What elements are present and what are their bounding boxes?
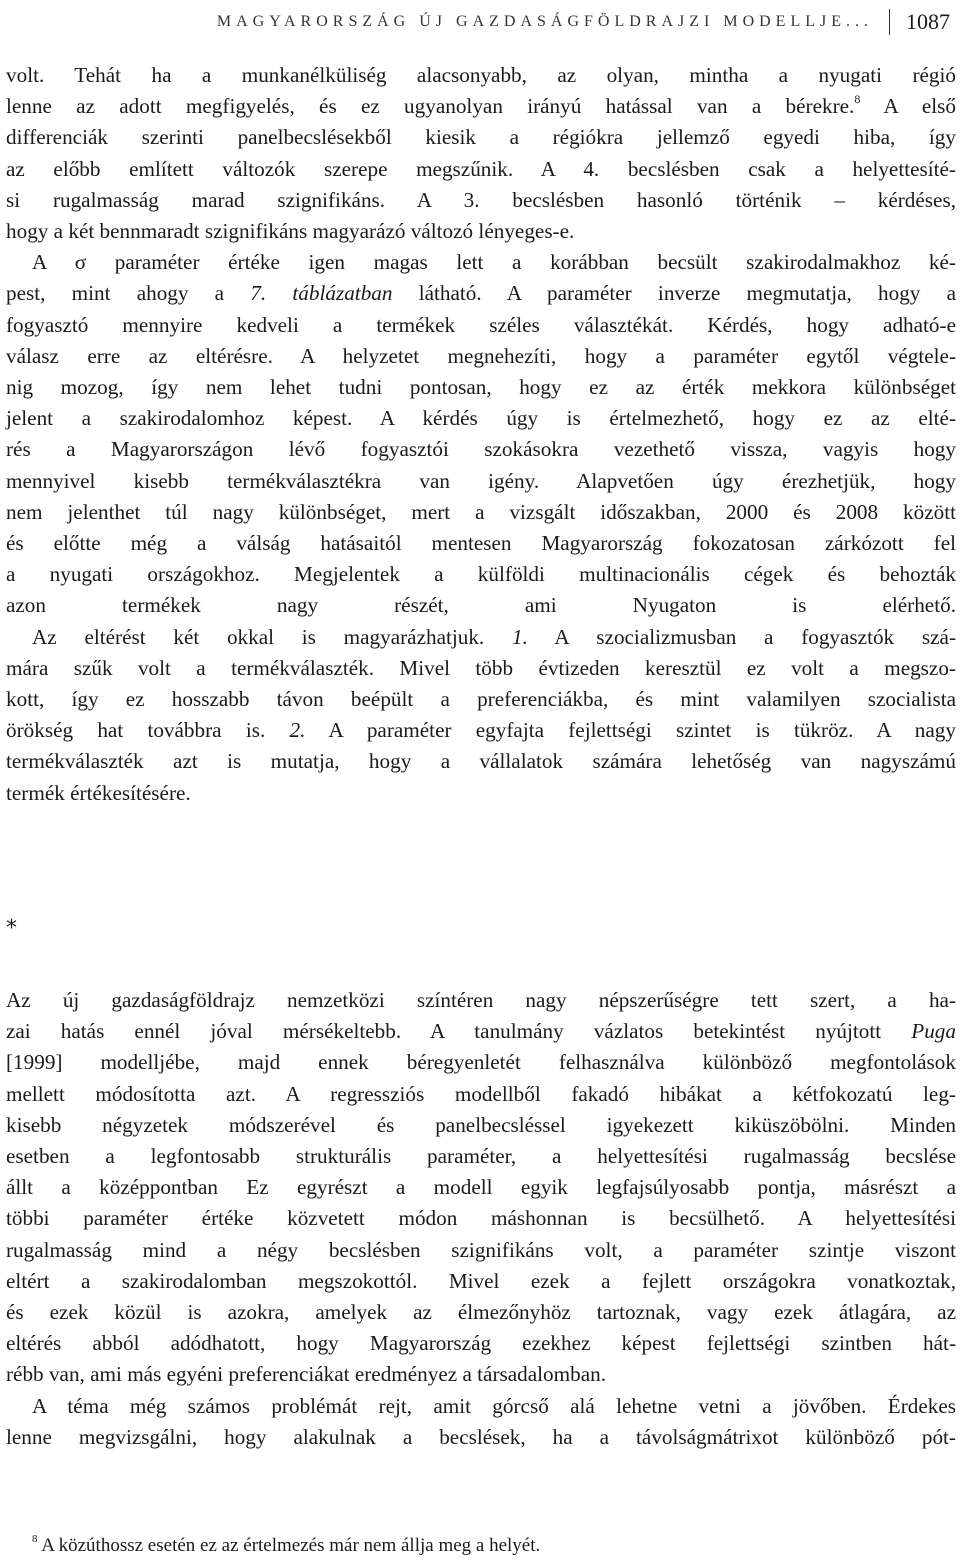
text-line: eltérés abból adódhatott, hogy Magyarország ezekhez képest fejlettségi szintben hát- xyxy=(6,1331,956,1356)
text-span: A paraméter egyfajta fejlettségi szintet is tükröz. A nagy xyxy=(305,718,956,743)
text-line: eltért a szakirodalomban megszokottól. Mivel ezek a fejlett országokra vonatkoztak, xyxy=(6,1268,956,1293)
text-span: Az eltérést két okkal is magyarázhatjuk. xyxy=(32,624,512,649)
text-line: rugalmasság mind a négy becslésben szignifikáns volt, a paraméter szintje viszont xyxy=(6,1237,956,1262)
text-span: látható. A paraméter inverze megmutatja, hogy a xyxy=(392,281,956,306)
text-line: és ezek közül is azokra, amelyek az élmezőnyhöz tartoznak, vagy ezek átlagára, az xyxy=(6,1300,956,1325)
text-line: A σ paraméter értéke igen magas lett a korábban becsült szakirodalmakhoz ké- xyxy=(32,250,956,275)
text-span: pest, mint ahogy a xyxy=(6,281,251,306)
section-separator: * xyxy=(6,916,17,941)
text-line: esetben a legfontosabb strukturális paraméter, a helyettesítési rugalmasság becslése xyxy=(6,1144,956,1169)
text-line: mennyivel kisebb termékválasztékra van igény. Alapvetően úgy érezhetjük, hogy xyxy=(6,468,956,493)
table-reference: 7. táblázatban xyxy=(250,281,393,306)
conclusion xyxy=(6,985,956,1453)
text-line: jelent a szakirodalomhoz képest. A kérdés úgy is értelmezhető, hogy ez az elté- xyxy=(6,406,956,431)
text-line: többi paraméter értéke közvetett módon máshonnan is becsülhető. A helyettesítési xyxy=(6,1206,956,1231)
reason-number: 1. xyxy=(511,624,528,649)
text-line: és előtte még a válság hatásaitól mentesen Magyarország fokozatosan zárkózott fel xyxy=(6,531,956,556)
text-line: nig mozog, így nem lehet tudni pontosan, hogy ez az érték mekkora különbséget xyxy=(6,375,956,400)
text-line: termékválaszték azt is mutatja, hogy a vállalatok számára lehetőség van nagyszámú xyxy=(6,749,956,774)
footnote xyxy=(32,1534,932,1558)
text-line: [1999] modelljébe, majd ennek béregyenletét felhasználva különböző megfontolások xyxy=(6,1050,956,1075)
reason-number: 2. xyxy=(289,718,306,743)
text-line: mellett módosította azt. A regressziós modellből fakadó hibákat a kétfokozatú leg- xyxy=(6,1081,956,1106)
text-line: az előbb említett változók szerepe megszűnik. A 4. becslésben csak a helyettesíté- xyxy=(6,156,956,181)
footnote-number: 8 xyxy=(32,1533,38,1545)
text-line: A téma még számos problémát rejt, amit górcső alá lehetne vetni a jövőben. Érdekes xyxy=(32,1393,956,1418)
page-number: 1087 xyxy=(906,9,950,34)
text-span: lenne az adott megfigyelés, és ez ugyanolyan irányú hatással van a bérekre. xyxy=(6,94,855,119)
text-line: differenciák szerinti panelbecslésekből kiesik a régiókra jellemző egyedi hiba, így xyxy=(6,125,956,150)
running-head xyxy=(134,6,950,38)
header-divider xyxy=(889,9,890,35)
text-line: kott, így ez hosszabb távon beépült a preferenciákba, és mint valamilyen szocialista xyxy=(6,687,956,712)
text-line xyxy=(6,91,956,122)
text-line: hogy a két bennmaradt szignifikáns magyarázó változó lényeges-e. xyxy=(6,219,575,244)
results-discussion xyxy=(6,60,956,809)
text-line: kisebb négyzetek módszerével és panelbecsléssel igyekezett kiküszöbölni. Minden xyxy=(6,1112,956,1137)
text-line xyxy=(6,1016,956,1047)
text-line: állt a középpontban Ez egyrészt a modell egyik legfajsúlyosabb pontja, másrészt a xyxy=(6,1175,956,1200)
text-line: azon termékek nagy részét, ami Nyugaton is elérhető. xyxy=(6,593,956,618)
text-span: A első xyxy=(860,94,956,119)
footnote-marker: 8 xyxy=(854,92,861,107)
footnote-text: A közúthossz esetén ez az értelmezés már nem állja meg a helyét. xyxy=(41,1535,541,1556)
text-line xyxy=(6,622,956,653)
text-line: lenne megvizsgálni, hogy alakulnak a becslések, ha a távolságmátrixot különböző pót- xyxy=(6,1424,956,1449)
text-line: rébb van, ami más egyéni preferenciákat eredményez a társadalomban. xyxy=(6,1362,607,1387)
text-line: Az új gazdaságföldrajz nemzetközi színtéren nagy népszerűségre tett szert, a ha- xyxy=(6,988,956,1012)
text-line: mára szűk volt a termékválaszték. Mivel több évtizeden keresztül ez volt a megszo- xyxy=(6,655,956,680)
text-span: A szocializmusban a fogyasztók szá- xyxy=(527,624,956,649)
text-line: rés a Magyarországon lévő fogyasztói szokásokra vezethető vissza, vagyis hogy xyxy=(6,437,956,462)
text-line: si rugalmasság marad szignifikáns. A 3. becslésben hasonló történik – kérdéses, xyxy=(6,187,956,212)
text-line xyxy=(6,278,956,309)
text-span: zai hatás ennél jóval mérsékeltebb. A tanulmány vázlatos betekintést nyújtott xyxy=(6,1019,912,1044)
running-title: MAGYARORSZÁG ÚJ GAZDASÁGFÖLDRAJZI MODELLJE... xyxy=(216,13,873,30)
text-line: volt. Tehát ha a munkanélküliség alacsonyabb, az olyan, mintha a nyugati régió xyxy=(6,63,956,87)
text-line: a nyugati országokhoz. Megjelentek a külföldi multinacionális cégek és behozták xyxy=(6,562,956,587)
text-line: válasz erre az eltérésre. A helyzetet megnehezíti, hogy a paraméter egytől végtele- xyxy=(6,343,956,368)
author-citation: Puga xyxy=(911,1019,956,1044)
text-line: fogyasztó mennyire kedveli a termékek széles választékát. Kérdés, hogy adható-e xyxy=(6,312,956,337)
text-line: termék értékesítésére. xyxy=(6,780,191,805)
text-span: örökség hat továbbra is. xyxy=(6,718,290,743)
text-line: nem jelenthet túl nagy különbséget, mert a vizsgált időszakban, 2000 és 2008 között xyxy=(6,499,956,524)
text-line xyxy=(6,715,956,746)
